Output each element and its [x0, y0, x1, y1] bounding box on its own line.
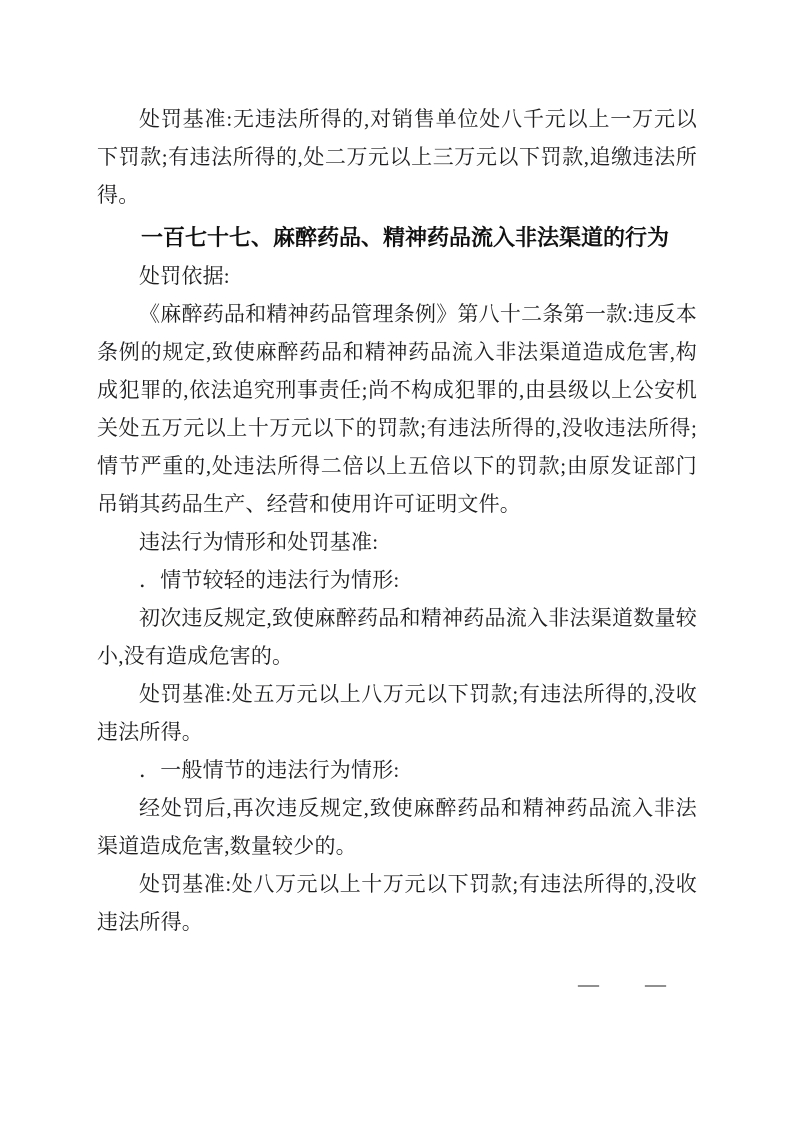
paragraph-minor-circumstance-description: 初次违反规定,致使麻醉药品和精神药品流入非法渠道数量较小,没有造成危害的。	[97, 606, 697, 668]
paragraph-regulation-citation: 《麻醉药品和精神药品管理条例》第八十二条第一款:违反本条例的规定,致使麻醉药品和精神药品流入非法渠道造成危害,构成犯罪的,依法追究刑事责任;尚不构成犯罪的,由县级以上公安机关处五万元以上十万元以下的罚款;有违法所得的,没收违法所得;情节严重的,处违法所得二倍以上五倍以下的罚款;由原发证部门吊销其药品生产、经营和使用许可证明文件。	[97, 302, 697, 516]
paragraph-general-circumstance-description: 经处罚后,再次违反规定,致使麻醉药品和精神药品流入非法渠道造成危害,数量较少的。	[97, 796, 697, 858]
paragraph-penalty-basis-sales: 处罚基准:无违法所得的,对销售单位处八千元以上一万元以下罚款;有违法所得的,处二万元以上三万元以下罚款,追缴违法所得。	[97, 107, 697, 207]
page-number-marker	[578, 972, 666, 996]
page-number-dash-right: —	[645, 972, 666, 996]
document-body	[97, 100, 697, 941]
paragraph-general-circumstance-label: ．一般情节的违法行为情形:	[139, 758, 400, 782]
paragraph-minor-penalty-basis: 处罚基准:处五万元以上八万元以下罚款;有违法所得的,没收违法所得。	[97, 682, 697, 744]
paragraph-penalty-basis-label: 处罚依据:	[139, 264, 230, 288]
paragraph-violation-and-basis-label: 违法行为情形和处罚基准:	[139, 530, 379, 554]
page-number-dash-left: —	[578, 972, 599, 996]
paragraph-minor-circumstance-label: ．情节较轻的违法行为情形:	[139, 568, 400, 592]
paragraph-general-penalty-basis: 处罚基准:处八万元以上十万元以下罚款;有违法所得的,没收违法所得。	[97, 872, 697, 934]
section-heading-article-177: 一百七十七、麻醉药品、精神药品流入非法渠道的行为	[141, 225, 670, 250]
